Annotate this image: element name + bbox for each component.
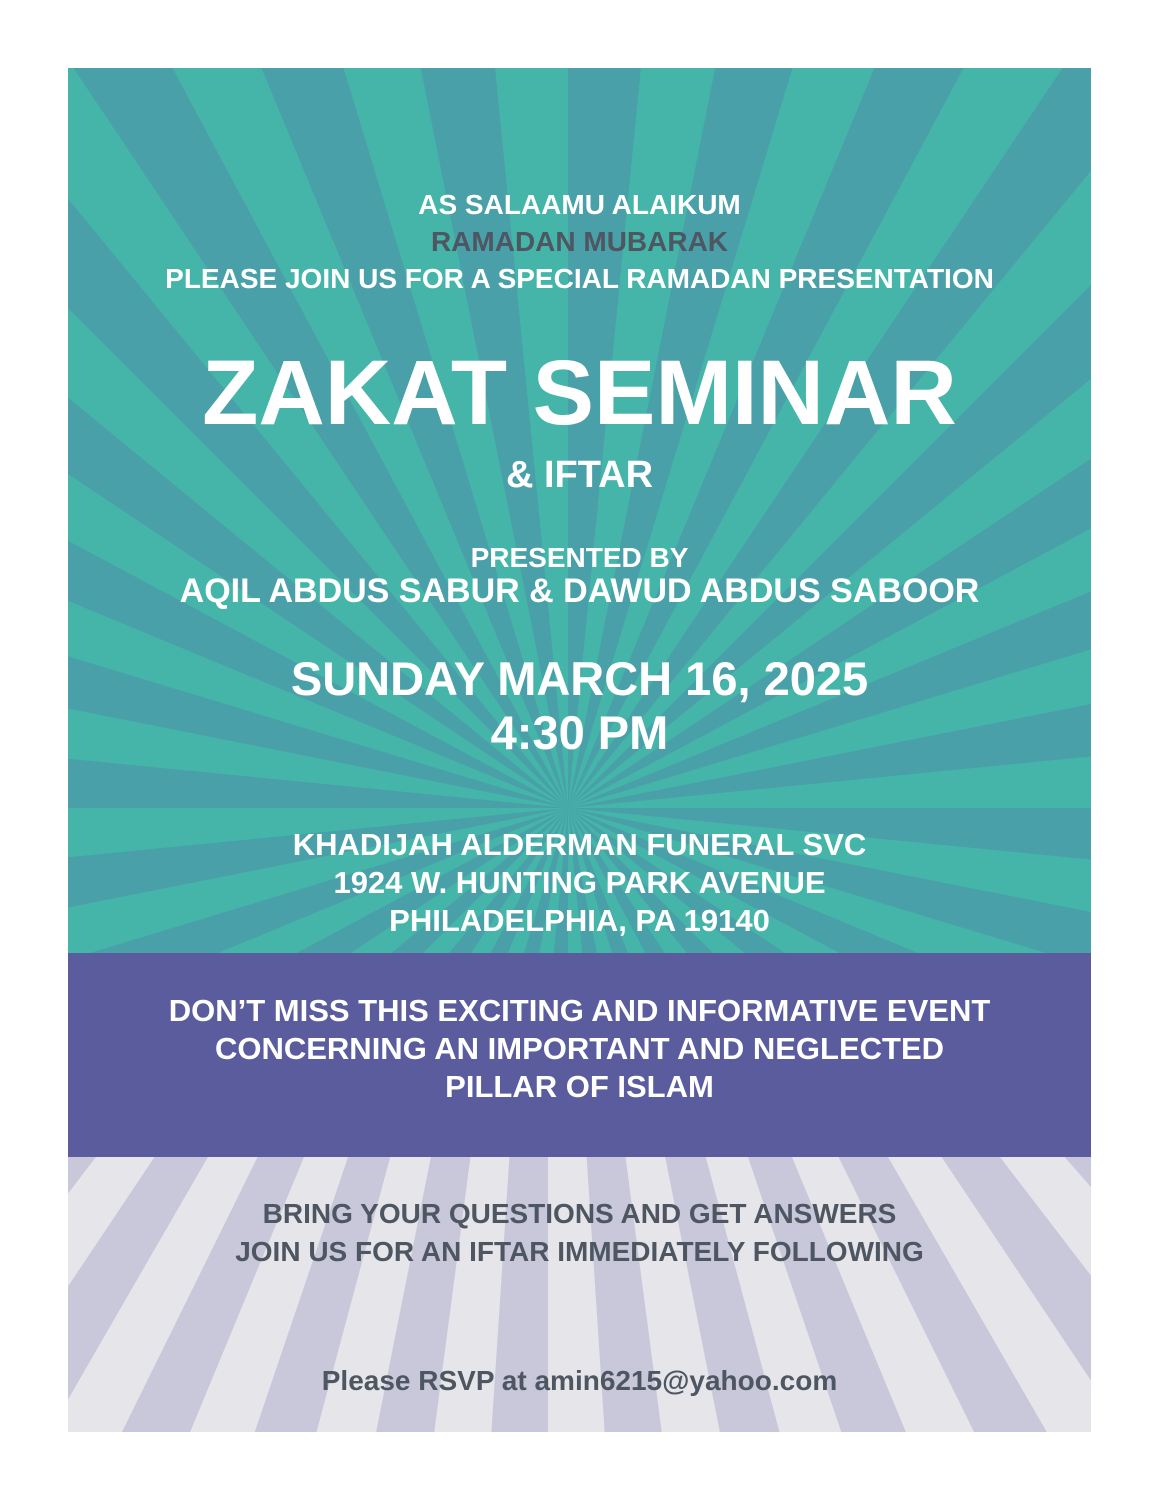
iftar-line: JOIN US FOR AN IFTAR IMMEDIATELY FOLLOWING	[235, 1236, 924, 1267]
promo-line-1: DON’T MISS THIS EXCITING AND INFORMATIVE EVENT	[168, 993, 991, 1028]
event-date: SUNDAY MARCH 16, 2025	[290, 652, 869, 705]
presenters-names: AQIL ABDUS SABUR & DAWUD ABDUS SABOOR	[179, 572, 980, 610]
invitation-line: PLEASE JOIN US FOR A SPECIAL RAMADAN PRESENTATION	[165, 263, 994, 294]
questions-line: BRING YOUR QUESTIONS AND GET ANSWERS	[262, 1198, 897, 1229]
rsvp-line: Please RSVP at amin6215@yahoo.com	[321, 1365, 838, 1396]
promo-line-3: PILLAR OF ISLAM	[445, 1069, 714, 1104]
venue-city: PHILADELPHIA, PA 19140	[389, 903, 770, 938]
venue-street: 1924 W. HUNTING PARK AVENUE	[333, 865, 826, 900]
ramadan-greeting: RAMADAN MUBARAK	[430, 226, 729, 257]
venue-name: KHADIJAH ALDERMAN FUNERAL SVC	[292, 827, 867, 862]
presented-by-label: PRESENTED BY	[470, 542, 689, 573]
event-subtitle: & IFTAR	[505, 454, 654, 496]
greeting-line: AS SALAAMU ALAIKUM	[418, 189, 741, 220]
event-time: 4:30 PM	[490, 706, 669, 759]
promo-line-2: CONCERNING AN IMPORTANT AND NEGLECTED	[214, 1031, 945, 1066]
flyer	[68, 68, 1091, 1432]
event-title: ZAKAT SEMINAR	[202, 342, 957, 444]
lavender-ray-25	[68, 100, 548, 568]
